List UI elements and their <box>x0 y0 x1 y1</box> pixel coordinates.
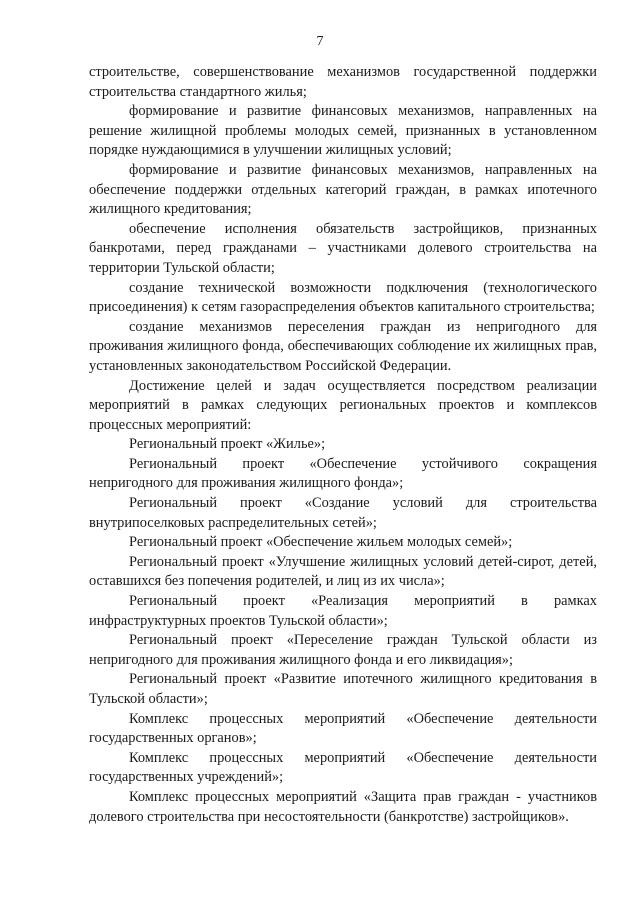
paragraph: создание технической возможности подключения (технологического присоединения) к сетям газораспределения объектов капитального строительства; <box>89 279 597 316</box>
paragraph: Региональный проект «Развитие ипотечного жилищного кредитования в Тульской области»; <box>89 671 597 707</box>
paragraph: Региональный проект «Обеспечение жильем молодых семей»; <box>129 534 513 551</box>
paragraph: создание механизмов переселения граждан из непригодного для проживания жилищного фонда, обеспечивающих соблюдение их жилищных прав, установленных законодательством Российской Федерации. <box>89 318 597 374</box>
paragraph: обеспечение исполнения обязательств застройщиков, признанных банкротами, перед гражданами – участниками долевого строительства на территории Тульской области; <box>89 220 597 276</box>
paragraph: формирование и развитие финансовых механизмов, направленных на обеспечение поддержки отдельных категорий граждан, в рамках ипотечного жилищного кредитования; <box>89 161 597 218</box>
paragraph: формирование и развитие финансовых механизмов, направленных на решение жилищной проблемы молодых семей, признанных в установленном порядке нуждающимися в улучшении жилищных условий; <box>89 103 597 159</box>
page-number: 7 <box>316 34 324 49</box>
paragraph: Достижение целей и задач осуществляется посредством реализации мероприятий в рамках следующих региональных проектов и комплексов процессных мероприятий: <box>89 377 597 433</box>
paragraph: Комплекс процессных мероприятий «Защита прав граждан - участников долевого строительства при несостоятельности (банкротстве) застройщиков». <box>89 788 597 825</box>
document-body <box>89 63 597 827</box>
paragraph: Комплекс процессных мероприятий «Обеспечение деятельности государственных учреждений»; <box>89 749 597 786</box>
paragraph: Региональный проект «Создание условий для строительства внутрипоселковых распределительных сетей»; <box>89 495 597 531</box>
paragraph: строительстве, совершенствование механизмов государственной поддержки строительства стандартного жилья; <box>89 64 597 100</box>
paragraph: Региональный проект «Переселение граждан Тульской области из непригодного для проживания жилищного фонда и его ликвидация»; <box>89 632 597 668</box>
paragraph: Региональный проект «Реализация мероприятий в рамках инфраструктурных проектов Тульской области»; <box>89 593 597 629</box>
paragraph: Региональный проект «Улучшение жилищных условий детей-сирот, детей, оставшихся без попечения родителей, и лиц из их числа»; <box>89 553 597 590</box>
paragraph: Комплекс процессных мероприятий «Обеспечение деятельности государственных органов»; <box>89 710 597 747</box>
paragraph: Региональный проект «Жилье»; <box>129 436 326 453</box>
paragraph: Региональный проект «Обеспечение устойчивого сокращения непригодного для проживания жилищного фонда»; <box>89 455 597 492</box>
